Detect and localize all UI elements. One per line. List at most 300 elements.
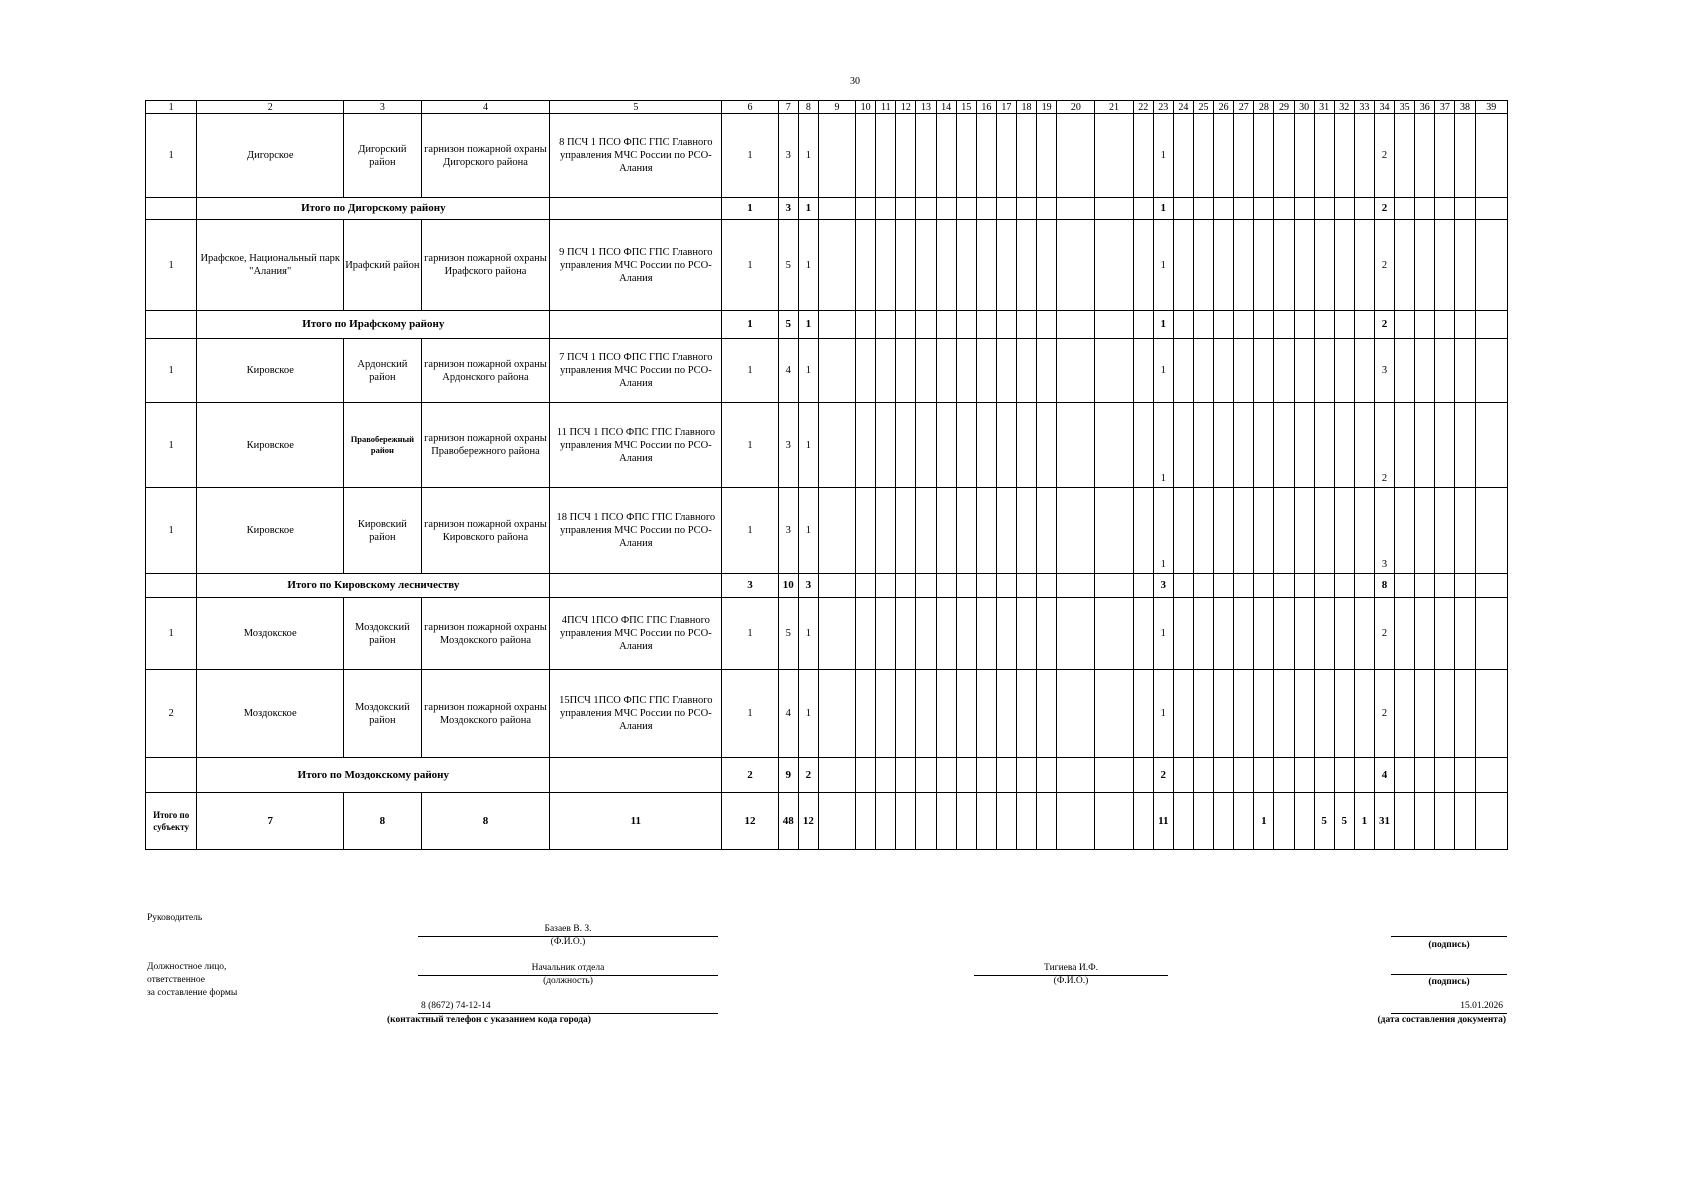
- cell: [1016, 198, 1036, 220]
- cell: 1: [1153, 403, 1173, 488]
- cell: [1057, 311, 1095, 339]
- grand-total-row: [146, 793, 1508, 850]
- cell: [916, 198, 936, 220]
- cell: [1133, 198, 1153, 220]
- cell: [936, 793, 956, 850]
- cell: [1294, 574, 1314, 598]
- cell: [976, 793, 996, 850]
- column-number: 29: [1274, 101, 1294, 114]
- cell: [1095, 339, 1133, 403]
- cell: [1095, 488, 1133, 574]
- cell: [818, 403, 855, 488]
- cell: [896, 488, 916, 574]
- cell: [1354, 758, 1374, 793]
- cell: [856, 220, 876, 311]
- cell: [1193, 339, 1213, 403]
- cell: [936, 311, 956, 339]
- cell: [1254, 574, 1274, 598]
- cell: 3: [778, 198, 798, 220]
- fire-unit-cell: 7 ПСЧ 1 ПСО ФПС ГПС Главного управления МЧС России по РСО-Алания: [550, 339, 722, 403]
- cell: [916, 339, 936, 403]
- cell: [1037, 220, 1057, 311]
- cell: [1274, 311, 1294, 339]
- cell: [1173, 220, 1193, 311]
- cell: [1455, 793, 1475, 850]
- cell: [1214, 220, 1234, 311]
- district-cell: Моздокский район: [344, 598, 421, 670]
- cell: [876, 670, 896, 758]
- column-number: 34: [1374, 101, 1394, 114]
- cell: 3: [798, 574, 818, 598]
- cell: [1095, 574, 1133, 598]
- cell: [856, 311, 876, 339]
- cell: [146, 311, 197, 339]
- cell: [1415, 198, 1435, 220]
- cell: [876, 793, 896, 850]
- cell: 8: [421, 793, 550, 850]
- fire-unit-cell: 15ПСЧ 1ПСО ФПС ГПС Главного управления МЧС России по РСО-Алания: [550, 670, 722, 758]
- cell: [1193, 598, 1213, 670]
- cell: [1095, 793, 1133, 850]
- cell: 3: [778, 114, 798, 198]
- cell: [1173, 488, 1193, 574]
- cell: [916, 311, 936, 339]
- cell: 3: [1153, 574, 1173, 598]
- cell: [1133, 220, 1153, 311]
- column-number: 39: [1475, 101, 1508, 114]
- cell: [1173, 339, 1193, 403]
- cell: [956, 598, 976, 670]
- cell: [1095, 114, 1133, 198]
- cell: [1254, 114, 1274, 198]
- cell: [1193, 114, 1213, 198]
- cell: [896, 339, 916, 403]
- cell: [1133, 793, 1153, 850]
- cell: [936, 403, 956, 488]
- column-number: 5: [550, 101, 722, 114]
- cell: [1274, 403, 1294, 488]
- cell: [1173, 403, 1193, 488]
- cell: [1395, 114, 1415, 198]
- cell: [818, 488, 855, 574]
- cell: [1037, 114, 1057, 198]
- cell: [1354, 403, 1374, 488]
- cell: [1173, 758, 1193, 793]
- cell: [1354, 339, 1374, 403]
- cell: [916, 488, 936, 574]
- column-number: 9: [818, 101, 855, 114]
- table-row: [146, 114, 1508, 198]
- column-number: 37: [1435, 101, 1455, 114]
- cell: [856, 758, 876, 793]
- cell: [996, 670, 1016, 758]
- cell: [1435, 198, 1455, 220]
- cell: [1214, 670, 1234, 758]
- cell: [1475, 339, 1508, 403]
- cell: [1415, 758, 1435, 793]
- cell: [1395, 598, 1415, 670]
- cell: 1: [798, 339, 818, 403]
- cell: [1193, 220, 1213, 311]
- cell: [956, 198, 976, 220]
- cell: [1057, 114, 1095, 198]
- cell: [1016, 598, 1036, 670]
- cell: 1: [722, 220, 778, 311]
- cell: [856, 574, 876, 598]
- cell: [550, 311, 722, 339]
- cell: 2: [1374, 311, 1394, 339]
- cell: [936, 339, 956, 403]
- cell: [996, 488, 1016, 574]
- cell: [1254, 758, 1274, 793]
- cell: [936, 574, 956, 598]
- cell: [936, 670, 956, 758]
- district-cell: Ирафский район: [344, 220, 421, 311]
- cell: [1095, 403, 1133, 488]
- cell: [1455, 574, 1475, 598]
- cell: [1354, 598, 1374, 670]
- cell: [916, 114, 936, 198]
- cell: [936, 220, 956, 311]
- cell: [936, 114, 956, 198]
- cell: [1415, 311, 1435, 339]
- cell: [896, 758, 916, 793]
- cell: 31: [1374, 793, 1394, 850]
- cell: [1173, 114, 1193, 198]
- garrison-cell: гарнизон пожарной охраны Моздокского района: [421, 598, 550, 670]
- cell: [876, 598, 896, 670]
- document-date: 15.01.2026: [1460, 1001, 1503, 1011]
- cell: [1435, 574, 1455, 598]
- cell: [1294, 403, 1314, 488]
- cell: [1254, 220, 1274, 311]
- cell: [818, 670, 855, 758]
- cell: 2: [1153, 758, 1173, 793]
- cell: [1415, 793, 1435, 850]
- cell: [1415, 339, 1435, 403]
- cell: [1037, 758, 1057, 793]
- cell: 3: [722, 574, 778, 598]
- cell: [1057, 598, 1095, 670]
- cell: [1254, 198, 1274, 220]
- cell: [936, 598, 956, 670]
- cell: [876, 488, 896, 574]
- cell: [976, 670, 996, 758]
- cell: 11: [550, 793, 722, 850]
- cell: [1274, 758, 1294, 793]
- cell: [1294, 670, 1314, 758]
- cell: [956, 339, 976, 403]
- cell: [1037, 339, 1057, 403]
- document-date-caption: (дата составления документа): [1377, 1015, 1506, 1025]
- cell: [1395, 339, 1415, 403]
- cell: [996, 311, 1016, 339]
- cell: [956, 403, 976, 488]
- cell: 2: [798, 758, 818, 793]
- cell: 7: [197, 793, 344, 850]
- cell: [1455, 220, 1475, 311]
- cell: [1274, 114, 1294, 198]
- cell: [996, 114, 1016, 198]
- forestry-cell: Моздокское: [197, 598, 344, 670]
- cell: [1294, 793, 1314, 850]
- cell: 2: [1374, 598, 1394, 670]
- column-number: 15: [956, 101, 976, 114]
- cell: [956, 220, 976, 311]
- cell: [1415, 670, 1435, 758]
- cell: [1274, 574, 1294, 598]
- cell: [896, 114, 916, 198]
- fire-unit-cell: 11 ПСЧ 1 ПСО ФПС ГПС Главного управления МЧС России по РСО-Алания: [550, 403, 722, 488]
- cell: [1334, 311, 1354, 339]
- cell: [976, 220, 996, 311]
- cell: [996, 793, 1016, 850]
- cell: [1475, 758, 1508, 793]
- cell: [1057, 339, 1095, 403]
- column-number: 8: [798, 101, 818, 114]
- cell: [856, 793, 876, 850]
- column-number: 17: [996, 101, 1016, 114]
- column-number: 19: [1037, 101, 1057, 114]
- cell: [550, 198, 722, 220]
- cell: [956, 758, 976, 793]
- column-number: 7: [778, 101, 798, 114]
- cell: [1133, 758, 1153, 793]
- garrison-cell: гарнизон пожарной охраны Ирафского района: [421, 220, 550, 311]
- table-row: [146, 488, 1508, 574]
- column-number-row: [146, 101, 1508, 114]
- cell: [1354, 220, 1374, 311]
- official-signature-caption: (подпись): [1428, 977, 1470, 987]
- cell: [1254, 670, 1274, 758]
- cell: [1475, 670, 1508, 758]
- cell: 2: [1374, 114, 1394, 198]
- cell: [1435, 793, 1455, 850]
- cell: [1016, 311, 1036, 339]
- cell: 1: [722, 114, 778, 198]
- cell: [1455, 114, 1475, 198]
- cell: [1234, 574, 1254, 598]
- cell: 4: [778, 670, 798, 758]
- district-cell: Моздокский район: [344, 670, 421, 758]
- cell: [876, 403, 896, 488]
- cell: [550, 574, 722, 598]
- cell: 1: [1153, 220, 1173, 311]
- cell: [1057, 793, 1095, 850]
- cell: [876, 758, 896, 793]
- cell: 1: [722, 670, 778, 758]
- cell: [1234, 793, 1254, 850]
- cell: [1193, 198, 1213, 220]
- cell: [916, 403, 936, 488]
- cell: [1234, 758, 1254, 793]
- head-name: Базаев В. З.: [544, 924, 592, 934]
- cell: [818, 198, 855, 220]
- cell: [976, 311, 996, 339]
- cell: 1: [722, 488, 778, 574]
- cell: [856, 403, 876, 488]
- cell: [1475, 488, 1508, 574]
- report-table: [145, 100, 1508, 850]
- cell: [1455, 488, 1475, 574]
- cell: [1234, 114, 1254, 198]
- cell: [1214, 758, 1234, 793]
- official-fio-caption: (Ф.И.О.): [1053, 976, 1089, 986]
- cell: [976, 598, 996, 670]
- cell: [896, 311, 916, 339]
- cell: [1294, 114, 1314, 198]
- cell: [956, 574, 976, 598]
- cell: 1: [146, 339, 197, 403]
- cell: [1475, 220, 1508, 311]
- cell: [1334, 598, 1354, 670]
- cell: [1016, 220, 1036, 311]
- cell: [856, 670, 876, 758]
- cell: 2: [1374, 220, 1394, 311]
- cell: [1294, 758, 1314, 793]
- cell: [996, 339, 1016, 403]
- cell: 4: [778, 339, 798, 403]
- cell: [1455, 311, 1475, 339]
- cell: [1475, 311, 1508, 339]
- cell: [1214, 598, 1234, 670]
- contact-phone-caption: (контактный телефон с указанием кода города): [387, 1015, 591, 1025]
- cell: [1415, 114, 1435, 198]
- cell: [1037, 670, 1057, 758]
- cell: [550, 758, 722, 793]
- column-number: 30: [1294, 101, 1314, 114]
- grand-total-label: Итого по субъекту: [146, 793, 197, 850]
- cell: [1395, 311, 1415, 339]
- cell: 1: [1153, 198, 1173, 220]
- cell: [1057, 403, 1095, 488]
- cell: [1016, 488, 1036, 574]
- cell: 1: [722, 339, 778, 403]
- cell: [1254, 339, 1274, 403]
- column-number: 16: [976, 101, 996, 114]
- cell: [1435, 488, 1455, 574]
- cell: [876, 114, 896, 198]
- cell: [856, 198, 876, 220]
- cell: [936, 758, 956, 793]
- cell: 1: [1153, 114, 1173, 198]
- cell: [996, 403, 1016, 488]
- cell: [1095, 670, 1133, 758]
- cell: [1274, 670, 1294, 758]
- cell: [996, 220, 1016, 311]
- cell: [1274, 339, 1294, 403]
- cell: [956, 670, 976, 758]
- cell: [1475, 598, 1508, 670]
- garrison-cell: гарнизон пожарной охраны Ардонского района: [421, 339, 550, 403]
- official-position-caption: (должность): [543, 976, 593, 986]
- cell: [1314, 488, 1334, 574]
- head-signature-line: [1391, 936, 1507, 937]
- cell: [1314, 403, 1334, 488]
- cell: [1234, 488, 1254, 574]
- cell: 5: [778, 311, 798, 339]
- cell: [1395, 488, 1415, 574]
- cell: [1415, 488, 1435, 574]
- cell: [1395, 670, 1415, 758]
- head-fio-caption: (Ф.И.О.): [550, 937, 586, 947]
- cell: [1274, 488, 1294, 574]
- cell: [1354, 574, 1374, 598]
- cell: [1214, 574, 1234, 598]
- column-number: 11: [876, 101, 896, 114]
- cell: [1314, 598, 1334, 670]
- subtotal-row: [146, 758, 1508, 793]
- cell: [1057, 198, 1095, 220]
- cell: [1095, 311, 1133, 339]
- cell: [1354, 488, 1374, 574]
- cell: [1274, 793, 1294, 850]
- cell: [1395, 574, 1415, 598]
- column-number: 13: [916, 101, 936, 114]
- cell: 12: [722, 793, 778, 850]
- cell: [1234, 403, 1254, 488]
- cell: 5: [778, 598, 798, 670]
- cell: [1435, 339, 1455, 403]
- table-row: [146, 339, 1508, 403]
- cell: [1294, 488, 1314, 574]
- cell: [1016, 339, 1036, 403]
- cell: 10: [778, 574, 798, 598]
- cell: 2: [1374, 403, 1394, 488]
- official-position: Начальник отдела: [531, 963, 605, 973]
- cell: [896, 220, 916, 311]
- official-name: Тигиева И.Ф.: [1044, 963, 1098, 973]
- cell: [876, 198, 896, 220]
- cell: [1274, 198, 1294, 220]
- cell: 1: [146, 220, 197, 311]
- cell: 3: [778, 488, 798, 574]
- cell: [1314, 670, 1334, 758]
- column-number: 25: [1193, 101, 1213, 114]
- cell: [818, 793, 855, 850]
- garrison-cell: гарнизон пожарной охраны Дигорского района: [421, 114, 550, 198]
- cell: 1: [146, 488, 197, 574]
- column-number: 6: [722, 101, 778, 114]
- cell: [1016, 403, 1036, 488]
- cell: [1193, 670, 1213, 758]
- cell: [1314, 311, 1334, 339]
- cell: [818, 598, 855, 670]
- cell: [1133, 311, 1153, 339]
- cell: [1057, 574, 1095, 598]
- cell: 1: [798, 198, 818, 220]
- cell: [1314, 339, 1334, 403]
- cell: [1133, 339, 1153, 403]
- cell: [1455, 198, 1475, 220]
- forestry-cell: Кировское: [197, 488, 344, 574]
- column-number: 28: [1254, 101, 1274, 114]
- forestry-cell: Кировское: [197, 403, 344, 488]
- cell: [1234, 311, 1254, 339]
- cell: 1: [722, 311, 778, 339]
- cell: [818, 339, 855, 403]
- cell: [1016, 793, 1036, 850]
- column-number: 23: [1153, 101, 1173, 114]
- cell: [1334, 670, 1354, 758]
- fire-unit-cell: 9 ПСЧ 1 ПСО ФПС ГПС Главного управления МЧС России по РСО-Алания: [550, 220, 722, 311]
- cell: 1: [798, 220, 818, 311]
- cell: [1057, 670, 1095, 758]
- cell: 11: [1153, 793, 1173, 850]
- cell: [1354, 114, 1374, 198]
- official-label-2: ответственное: [147, 975, 205, 985]
- cell: [1133, 114, 1153, 198]
